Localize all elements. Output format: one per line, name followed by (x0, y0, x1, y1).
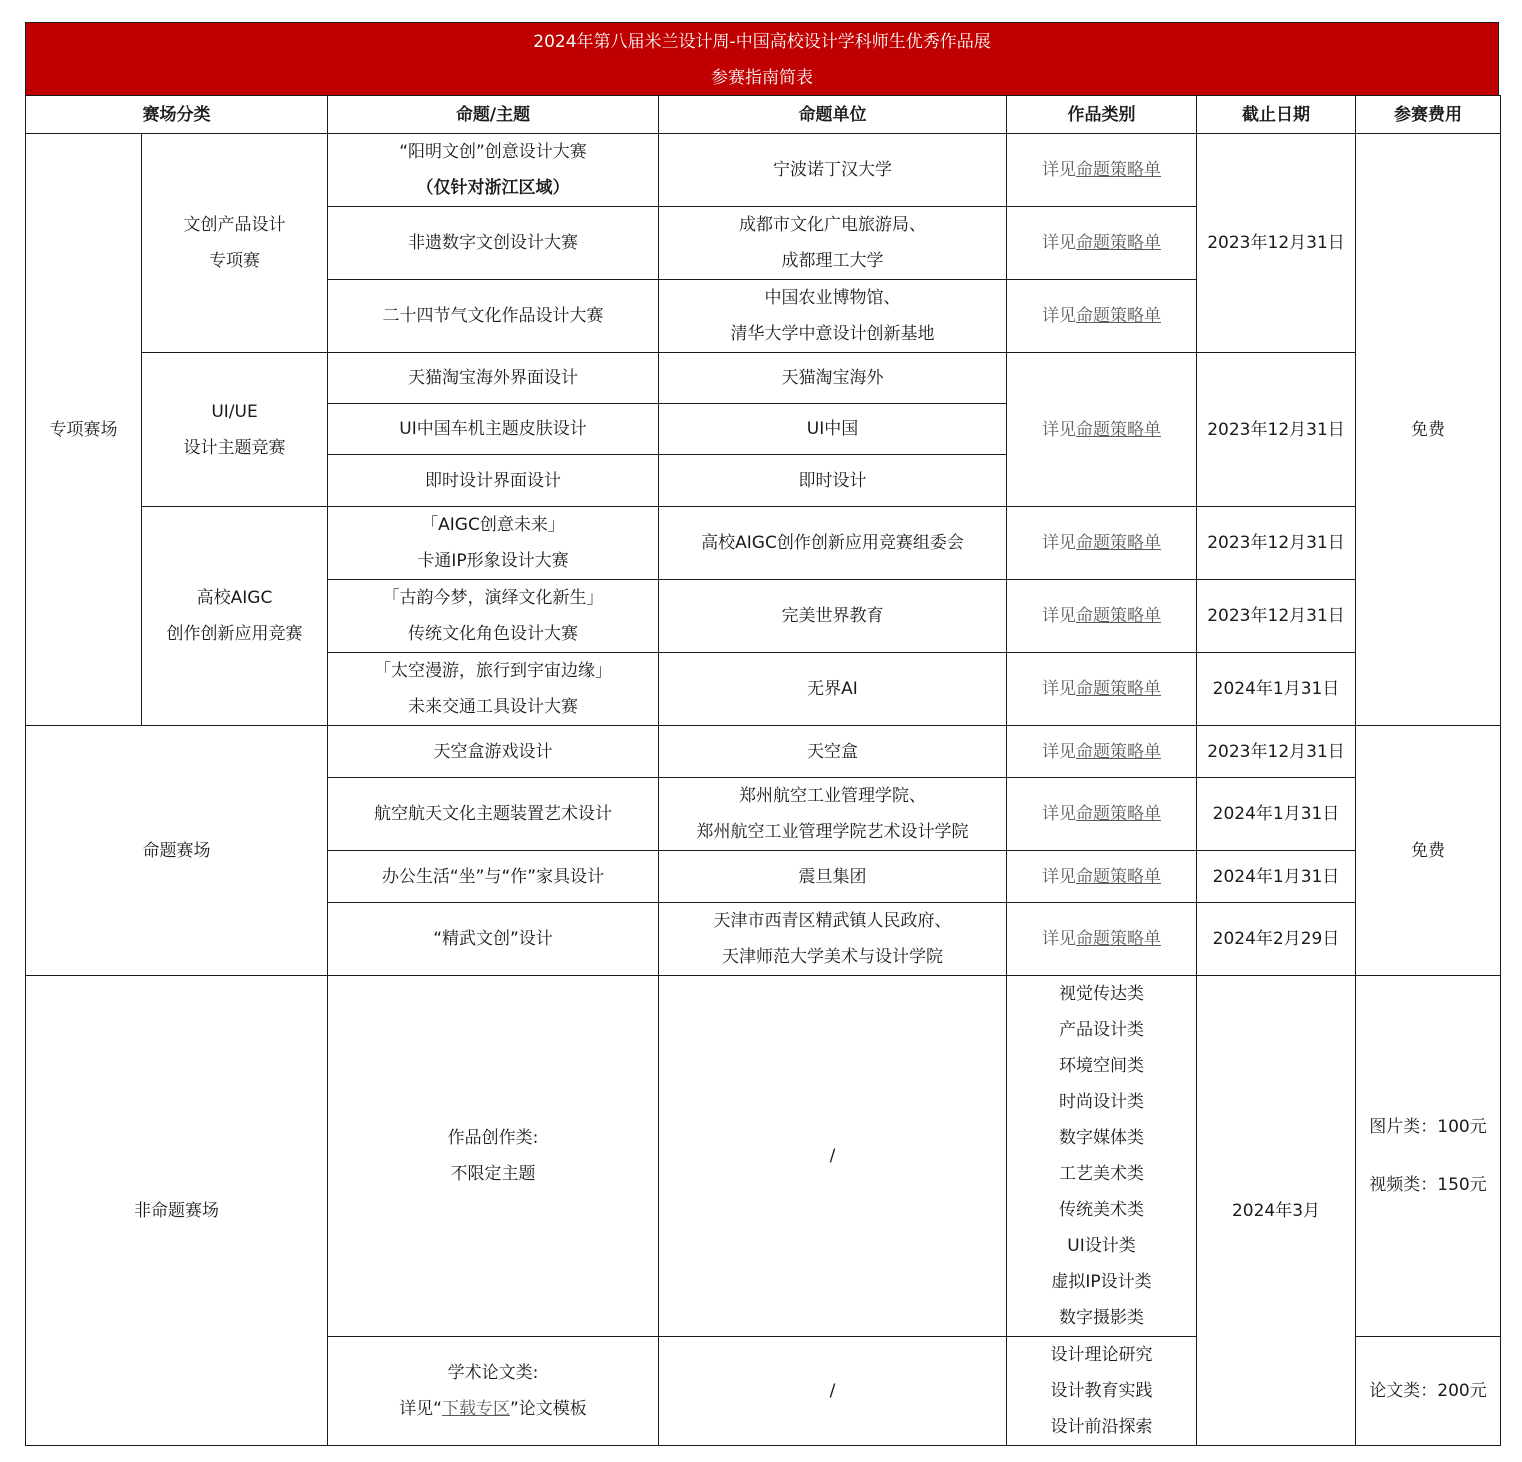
table-row (26, 353, 1501, 404)
strategy-link[interactable]: 详见命题策略单 (1007, 851, 1197, 903)
unit-cell: 无界AI (659, 653, 1007, 726)
unit-cell: 中国农业博物馆、 清华大学中意设计创新基地 (659, 280, 1007, 353)
topic-cell: “精武文创”设计 (328, 903, 659, 976)
open-arena-name: 非命题赛场 (26, 976, 328, 1446)
fee-cell: 免费 (1356, 134, 1501, 726)
deadline-cell: 2024年3月 (1197, 976, 1356, 1446)
list-item: UI设计类 (1067, 1236, 1136, 1256)
table-row (26, 134, 1501, 207)
deadline-cell: 2024年1月31日 (1197, 653, 1356, 726)
unit-cell: 成都市文化广电旅游局、 成都理工大学 (659, 207, 1007, 280)
strategy-link[interactable]: 详见命题策略单 (1007, 778, 1197, 851)
strategy-link[interactable]: 详见命题策略单 (1007, 903, 1197, 976)
deadline-cell: 2024年1月31日 (1197, 778, 1356, 851)
list-item: 产品设计类 (1059, 1020, 1144, 1040)
header-row (26, 96, 1501, 134)
table-row (26, 507, 1501, 580)
table-row (26, 726, 1501, 778)
table-row (26, 976, 1501, 1337)
special-group-name: 文创产品设计 专项赛 (142, 134, 328, 353)
header-fee: 参赛费用 (1356, 96, 1501, 134)
topic-cell: “阳明文创”创意设计大赛 （仅针对浙江区域） (328, 134, 659, 207)
topic-cell: 航空航天文化主题装置艺术设计 (328, 778, 659, 851)
header-deadline: 截止日期 (1197, 96, 1356, 134)
deadline-cell: 2024年2月29日 (1197, 903, 1356, 976)
unit-cell: 天空盒 (659, 726, 1007, 778)
fee-cell: 免费 (1356, 726, 1501, 976)
deadline-cell: 2023年12月31日 (1197, 507, 1356, 580)
deadline-cell: 2023年12月31日 (1197, 134, 1356, 353)
strategy-link[interactable]: 详见命题策略单 (1007, 353, 1197, 507)
unit-cell: 天猫淘宝海外 (659, 353, 1007, 404)
deadline-cell: 2024年1月31日 (1197, 851, 1356, 903)
work-type-list (1007, 976, 1197, 1337)
list-item: 数字摄影类 (1059, 1308, 1144, 1328)
topic-cell: 二十四节气文化作品设计大赛 (328, 280, 659, 353)
special-arena-name: 专项赛场 (26, 134, 142, 726)
list-item: 时尚设计类 (1059, 1092, 1144, 1112)
strategy-link[interactable]: 详见命题策略单 (1007, 134, 1197, 207)
unit-cell: 天津市西青区精武镇人民政府、 天津师范大学美术与设计学院 (659, 903, 1007, 976)
header-unit: 命题单位 (659, 96, 1007, 134)
table-title: 2024年第八届米兰设计周-中国高校设计学科师生优秀作品展 (533, 32, 991, 52)
list-item: 虚拟IP设计类 (1051, 1272, 1152, 1292)
special-group-name: UI/UE 设计主题竞赛 (142, 353, 328, 507)
fee-cell: 图片类：100元 视频类：150元 (1356, 976, 1501, 1337)
strategy-link[interactable]: 详见命题策略单 (1007, 507, 1197, 580)
strategy-link[interactable]: 详见命题策略单 (1007, 726, 1197, 778)
header-topic: 命题/主题 (328, 96, 659, 134)
strategy-link[interactable]: 详见命题策略单 (1007, 580, 1197, 653)
fee-cell: 论文类：200元 (1356, 1337, 1501, 1446)
topic-cell: 天猫淘宝海外界面设计 (328, 353, 659, 404)
unit-cell: 郑州航空工业管理学院、 郑州航空工业管理学院艺术设计学院 (659, 778, 1007, 851)
topic-cell: 办公生活“坐”与“作”家具设计 (328, 851, 659, 903)
unit-cell: 完美世界教育 (659, 580, 1007, 653)
list-item: 设计教育实践 (1050, 1381, 1153, 1401)
topic-cell: 天空盒游戏设计 (328, 726, 659, 778)
unit-cell: 震旦集团 (659, 851, 1007, 903)
strategy-link[interactable]: 详见命题策略单 (1007, 280, 1197, 353)
unit-cell: UI中国 (659, 404, 1007, 455)
topic-cell: 非遗数字文创设计大赛 (328, 207, 659, 280)
header-category: 赛场分类 (26, 96, 328, 134)
topic-cell: 「AIGC创意未来」 卡通IP形象设计大赛 (328, 507, 659, 580)
unit-cell: / (659, 1337, 1007, 1446)
deadline-cell: 2023年12月31日 (1197, 726, 1356, 778)
topic-cell: 学术论文类: 详见“下载专区”论文模板 (328, 1337, 659, 1446)
guide-table (25, 95, 1501, 1446)
unit-cell: 宁波诺丁汉大学 (659, 134, 1007, 207)
special-group-name: 高校AIGC 创作创新应用竞赛 (142, 507, 328, 726)
topic-cell: 「古韵今梦，演绎文化新生」 传统文化角色设计大赛 (328, 580, 659, 653)
download-zone-link[interactable]: 下载专区 (442, 1399, 510, 1419)
deadline-cell: 2023年12月31日 (1197, 580, 1356, 653)
unit-cell: 即时设计 (659, 455, 1007, 507)
table-title-banner (25, 22, 1499, 95)
strategy-link[interactable]: 详见命题策略单 (1007, 653, 1197, 726)
unit-cell: / (659, 976, 1007, 1337)
work-type-list (1007, 1337, 1197, 1446)
header-work-type: 作品类别 (1007, 96, 1197, 134)
list-item: 环境空间类 (1059, 1056, 1144, 1076)
list-item: 视觉传达类 (1059, 984, 1144, 1004)
topic-cell: 作品创作类: 不限定主题 (328, 976, 659, 1337)
list-item: 数字媒体类 (1059, 1128, 1144, 1148)
list-item: 传统美术类 (1059, 1200, 1144, 1220)
deadline-cell: 2023年12月31日 (1197, 353, 1356, 507)
list-item: 工艺美术类 (1059, 1164, 1144, 1184)
unit-cell: 高校AIGC创作创新应用竞赛组委会 (659, 507, 1007, 580)
topic-cell: UI中国车机主题皮肤设计 (328, 404, 659, 455)
strategy-link[interactable]: 详见命题策略单 (1007, 207, 1197, 280)
proposition-arena-name: 命题赛场 (26, 726, 328, 976)
topic-cell: 即时设计界面设计 (328, 455, 659, 507)
list-item: 设计前沿探索 (1050, 1417, 1153, 1437)
topic-cell: 「太空漫游，旅行到宇宙边缘」 未来交通工具设计大赛 (328, 653, 659, 726)
list-item: 设计理论研究 (1050, 1345, 1153, 1365)
table-subtitle: 参赛指南简表 (711, 68, 813, 88)
